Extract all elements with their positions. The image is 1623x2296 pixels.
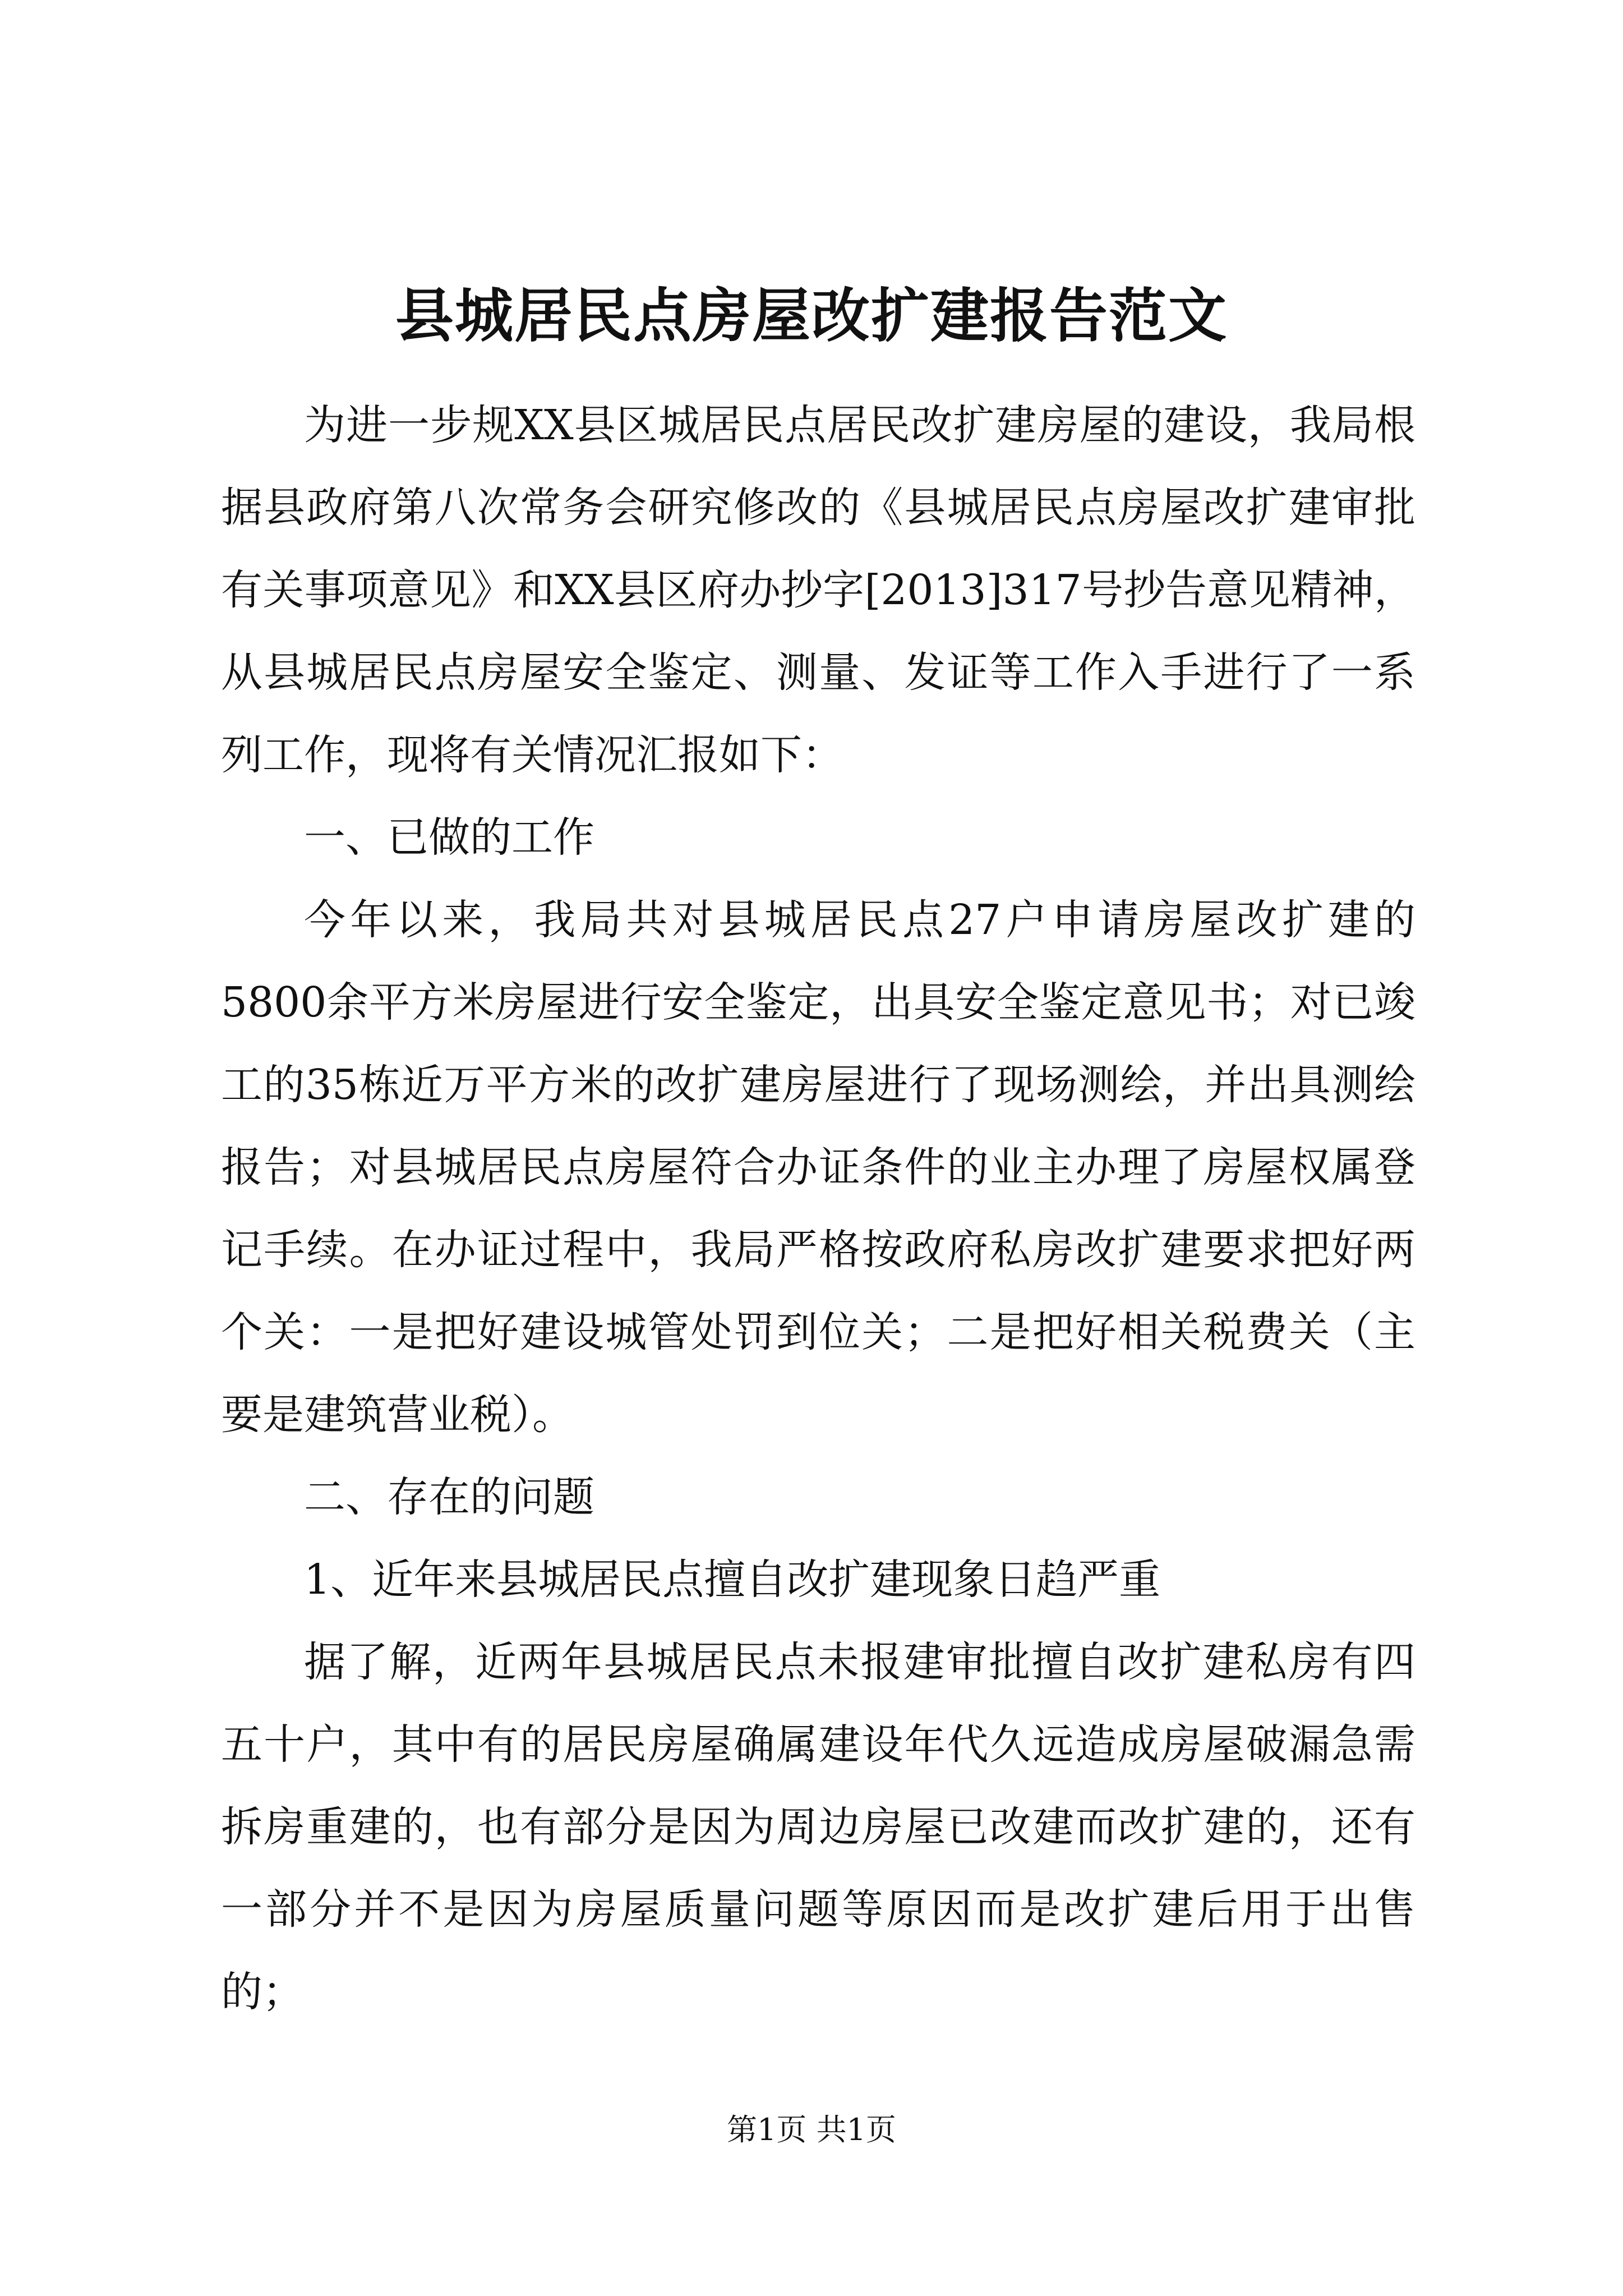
document-body [221, 384, 1415, 2033]
paragraph-intro: 为进一步规XX县区城居民点居民改扩建房屋的建设，我局根据县政府第八次常务会研究修改的《县城居民点房屋改扩建审批有关事项意见》和XX县区府办抄字[2013]317号抄告意见精神，从县城居民点房屋安全鉴定、测量、发证等工作入手进行了一系列工作，现将有关情况汇报如下： [221, 401, 1415, 779]
document-title: 县城居民点房屋改扩建报告范文 [395, 281, 1228, 350]
section-heading-problems: 二、存在的问题 [304, 1473, 594, 1521]
paragraph-problem-1: 据了解，近两年县城居民点未报建审批擅自改扩建私房有四五十户，其中有的居民房屋确属建设年代久远造成房屋破漏急需拆房重建的，也有部分是因为周边房屋已改建而改扩建的，还有一部分并不是因为房屋质量问题等原因而是改扩建后用于出售的； [221, 1638, 1415, 2016]
paragraph-work-done: 今年以来，我局共对县城居民点27户申请房屋改扩建的5800余平方米房屋进行安全鉴定，出具安全鉴定意见书；对已竣工的35栋近万平方米的改扩建房屋进行了现场测绘，并出具测绘报告；对县城居民点房屋符合办证条件的业主办理了房屋权属登记手续。在办证过程中，我局严格按政府私房改扩建要求把好两个关：一是把好建设城管处罚到位关；二是把好相关税费关（主要是建筑营业税）。 [221, 896, 1415, 1439]
subheading-problem-1: 1、近年来县城居民点擅自改扩建现象日趋严重 [304, 1556, 1161, 1604]
section-heading-work-done: 一、已做的工作 [304, 813, 594, 862]
page-number-footer: 第1页 共1页 [727, 2112, 896, 2147]
